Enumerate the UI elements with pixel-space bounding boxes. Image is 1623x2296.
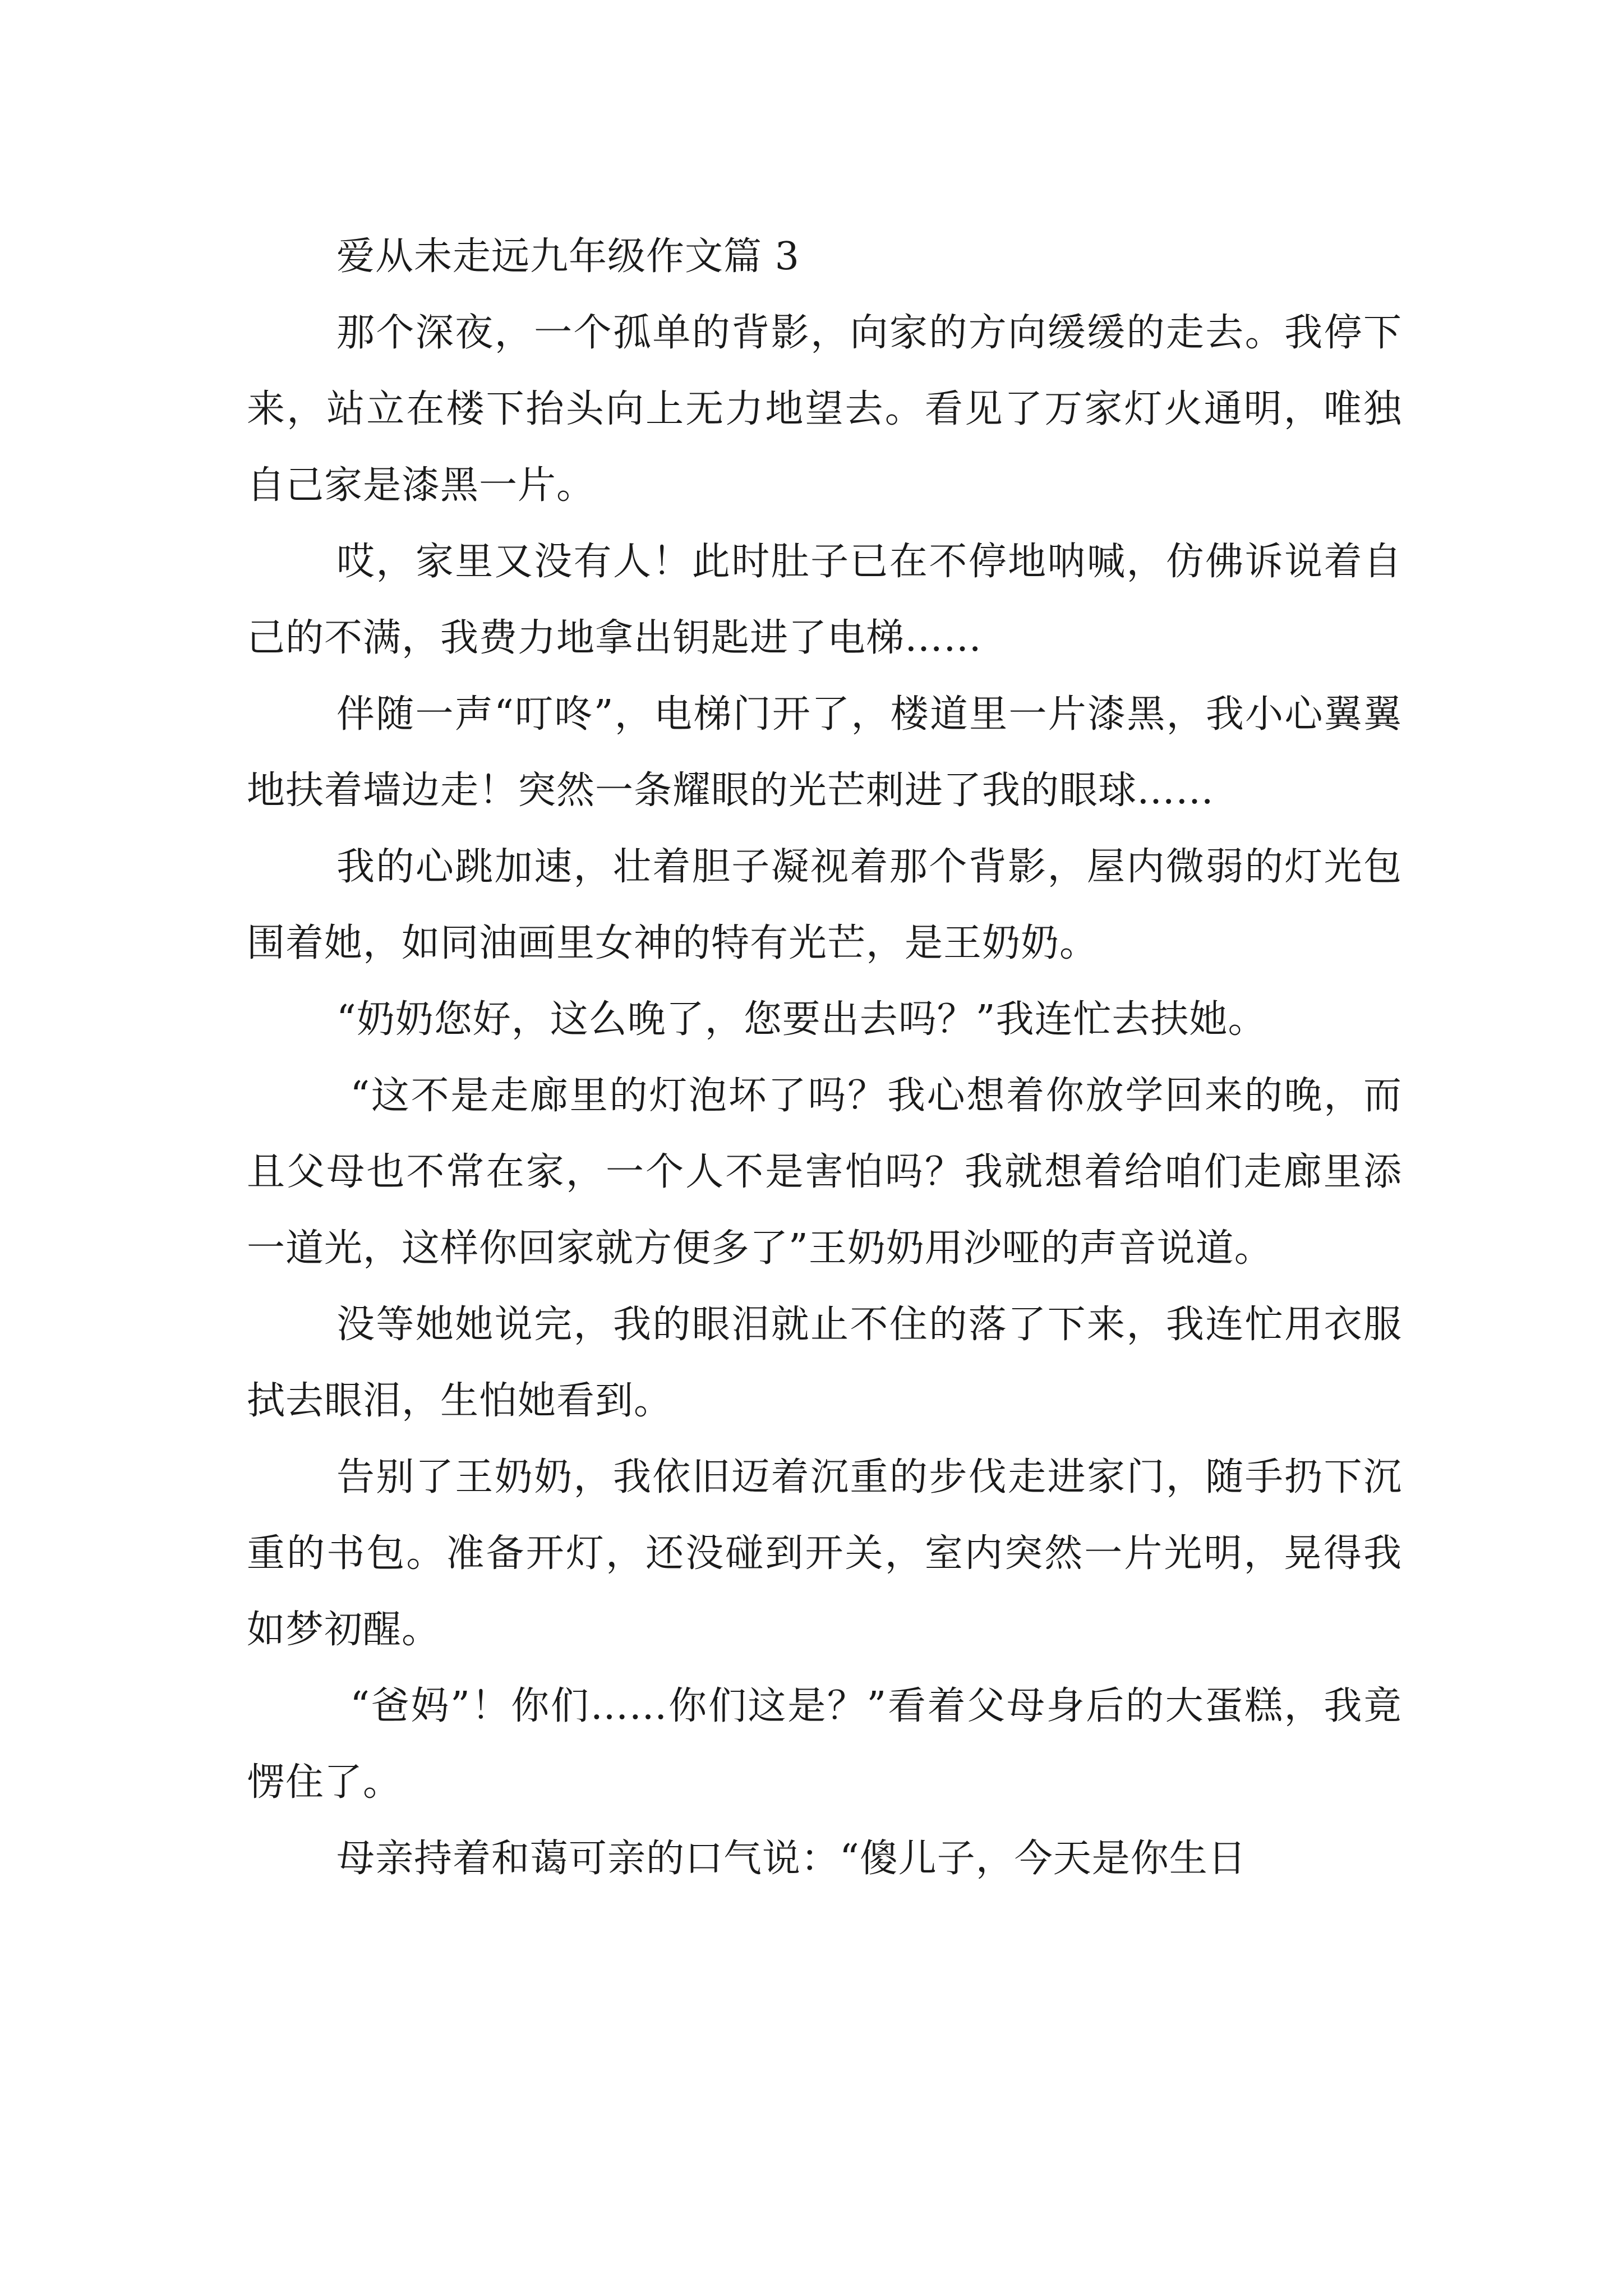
paragraph: 告别了王奶奶，我依旧迈着沉重的步伐走进家门，随手扔下沉重的书包。准备开灯，还没碰到开关，室内突然一片光明，晃得我如梦初醒。 xyxy=(247,1455,1402,1652)
paragraph: “爸妈”！你们……你们这是？”看着父母身后的大蛋糕，我竟愣住了。 xyxy=(247,1684,1402,1805)
paragraph: 没等她她说完，我的眼泪就止不住的落了下来，我连忙用衣服拭去眼泪，生怕她看到。 xyxy=(247,1303,1402,1423)
paragraph: 伴随一声“叮咚”，电梯门开了，楼道里一片漆黑，我小心翼翼地扶着墙边走！突然一条耀眼的光芒刺进了我的眼球…… xyxy=(247,692,1402,813)
paragraph: “这不是走廊里的灯泡坏了吗？我心想着你放学回来的晚，而且父母也不常在家，一个人不是害怕吗？我就想着给咱们走廊里添一道光，这样你回家就方便多了”王奶奶用沙哑的声音说道。 xyxy=(247,1074,1403,1271)
paragraph: 我的心跳加速，壮着胆子凝视着那个背影，屋内微弱的灯光包围着她，如同油画里女神的特有光芒，是王奶奶。 xyxy=(247,845,1402,965)
paragraph: “奶奶您好，这么晚了，您要出去吗？”我连忙去扶她。 xyxy=(336,997,1267,1042)
essay-title: 爱从未走远九年级作文篇 3 xyxy=(336,234,800,279)
document-body xyxy=(247,219,1402,1897)
paragraph: 哎，家里又没有人！此时肚子已在不停地呐喊，仿佛诉说着自己的不满，我费力地拿出钥匙进了电梯…… xyxy=(247,540,1402,660)
paragraph: 那个深夜，一个孤单的背影，向家的方向缓缓的走去。我停下来，站立在楼下抬头向上无力地望去。看见了万家灯火通明，唯独自己家是漆黑一片。 xyxy=(247,311,1402,508)
paragraph: 母亲持着和蔼可亲的口气说：“傻儿子，今天是你生日 xyxy=(336,1837,1247,1881)
